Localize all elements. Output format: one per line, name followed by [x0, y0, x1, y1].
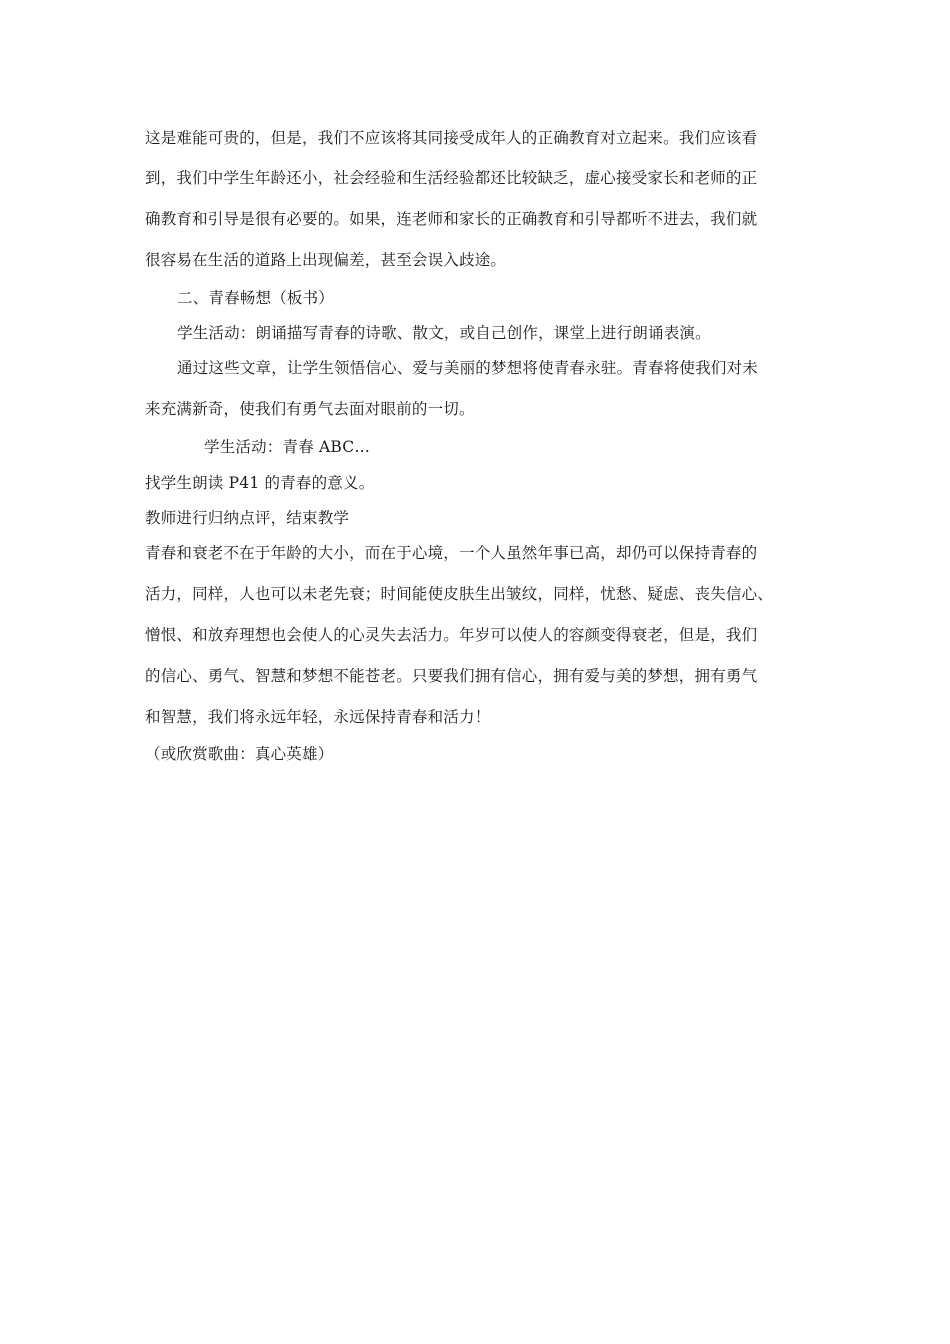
- paragraph-line: 来充满新奇，使我们有勇气去面对眼前的一切。: [145, 400, 475, 418]
- paragraph-line: 找学生朗读 P41 的青春的意义。: [145, 474, 375, 492]
- paragraph-line: （或欣赏歌曲：真心英雄）: [145, 745, 334, 763]
- paragraph-line: 学生活动：青春 ABC…: [204, 438, 371, 456]
- paragraph-line: 到，我们中学生年龄还小，社会经验和生活经验都还比较缺乏，虚心接受家长和老师的正: [145, 169, 758, 187]
- paragraph-line: 学生活动：朗诵描写青春的诗歌、散文，或自己创作，课堂上进行朗诵表演。: [177, 324, 711, 342]
- paragraph-line: 这是难能可贵的，但是，我们不应该将其同接受成年人的正确教育对立起来。我们应该看: [145, 129, 758, 147]
- paragraph-line: 青春和衰老不在于年龄的大小，而在于心境，一个人虽然年事已高，却仍可以保持青春的: [145, 544, 758, 562]
- paragraph-line: 很容易在生活的道路上出现偏差，甚至会误入歧途。: [145, 251, 507, 269]
- paragraph-line: 憎恨、和放弃理想也会使人的心灵失去活力。年岁可以使人的容颜变得衰老，但是，我们: [145, 626, 758, 644]
- section-heading: 二、青春畅想（板书）: [177, 289, 335, 307]
- paragraph-line: 教师进行归纳点评，结束教学: [145, 509, 350, 527]
- paragraph-line: 确教育和引导是很有必要的。如果，连老师和家长的正确教育和引导都听不进去，我们就: [145, 210, 758, 228]
- paragraph-line: 通过这些文章，让学生领悟信心、爱与美丽的梦想将使青春永驻。青春将使我们对未: [177, 359, 758, 377]
- paragraph-line: 和智慧，我们将永远年轻，永远保持青春和活力！: [145, 708, 491, 726]
- paragraph-line: 的信心、勇气、智慧和梦想不能苍老。只要我们拥有信心，拥有爱与美的梦想，拥有勇气: [145, 667, 758, 685]
- paragraph-line: 活力，同样，人也可以未老先衰；时间能使皮肤生出皱纹，同样，忧愁、疑虑、丧失信心、: [145, 585, 774, 603]
